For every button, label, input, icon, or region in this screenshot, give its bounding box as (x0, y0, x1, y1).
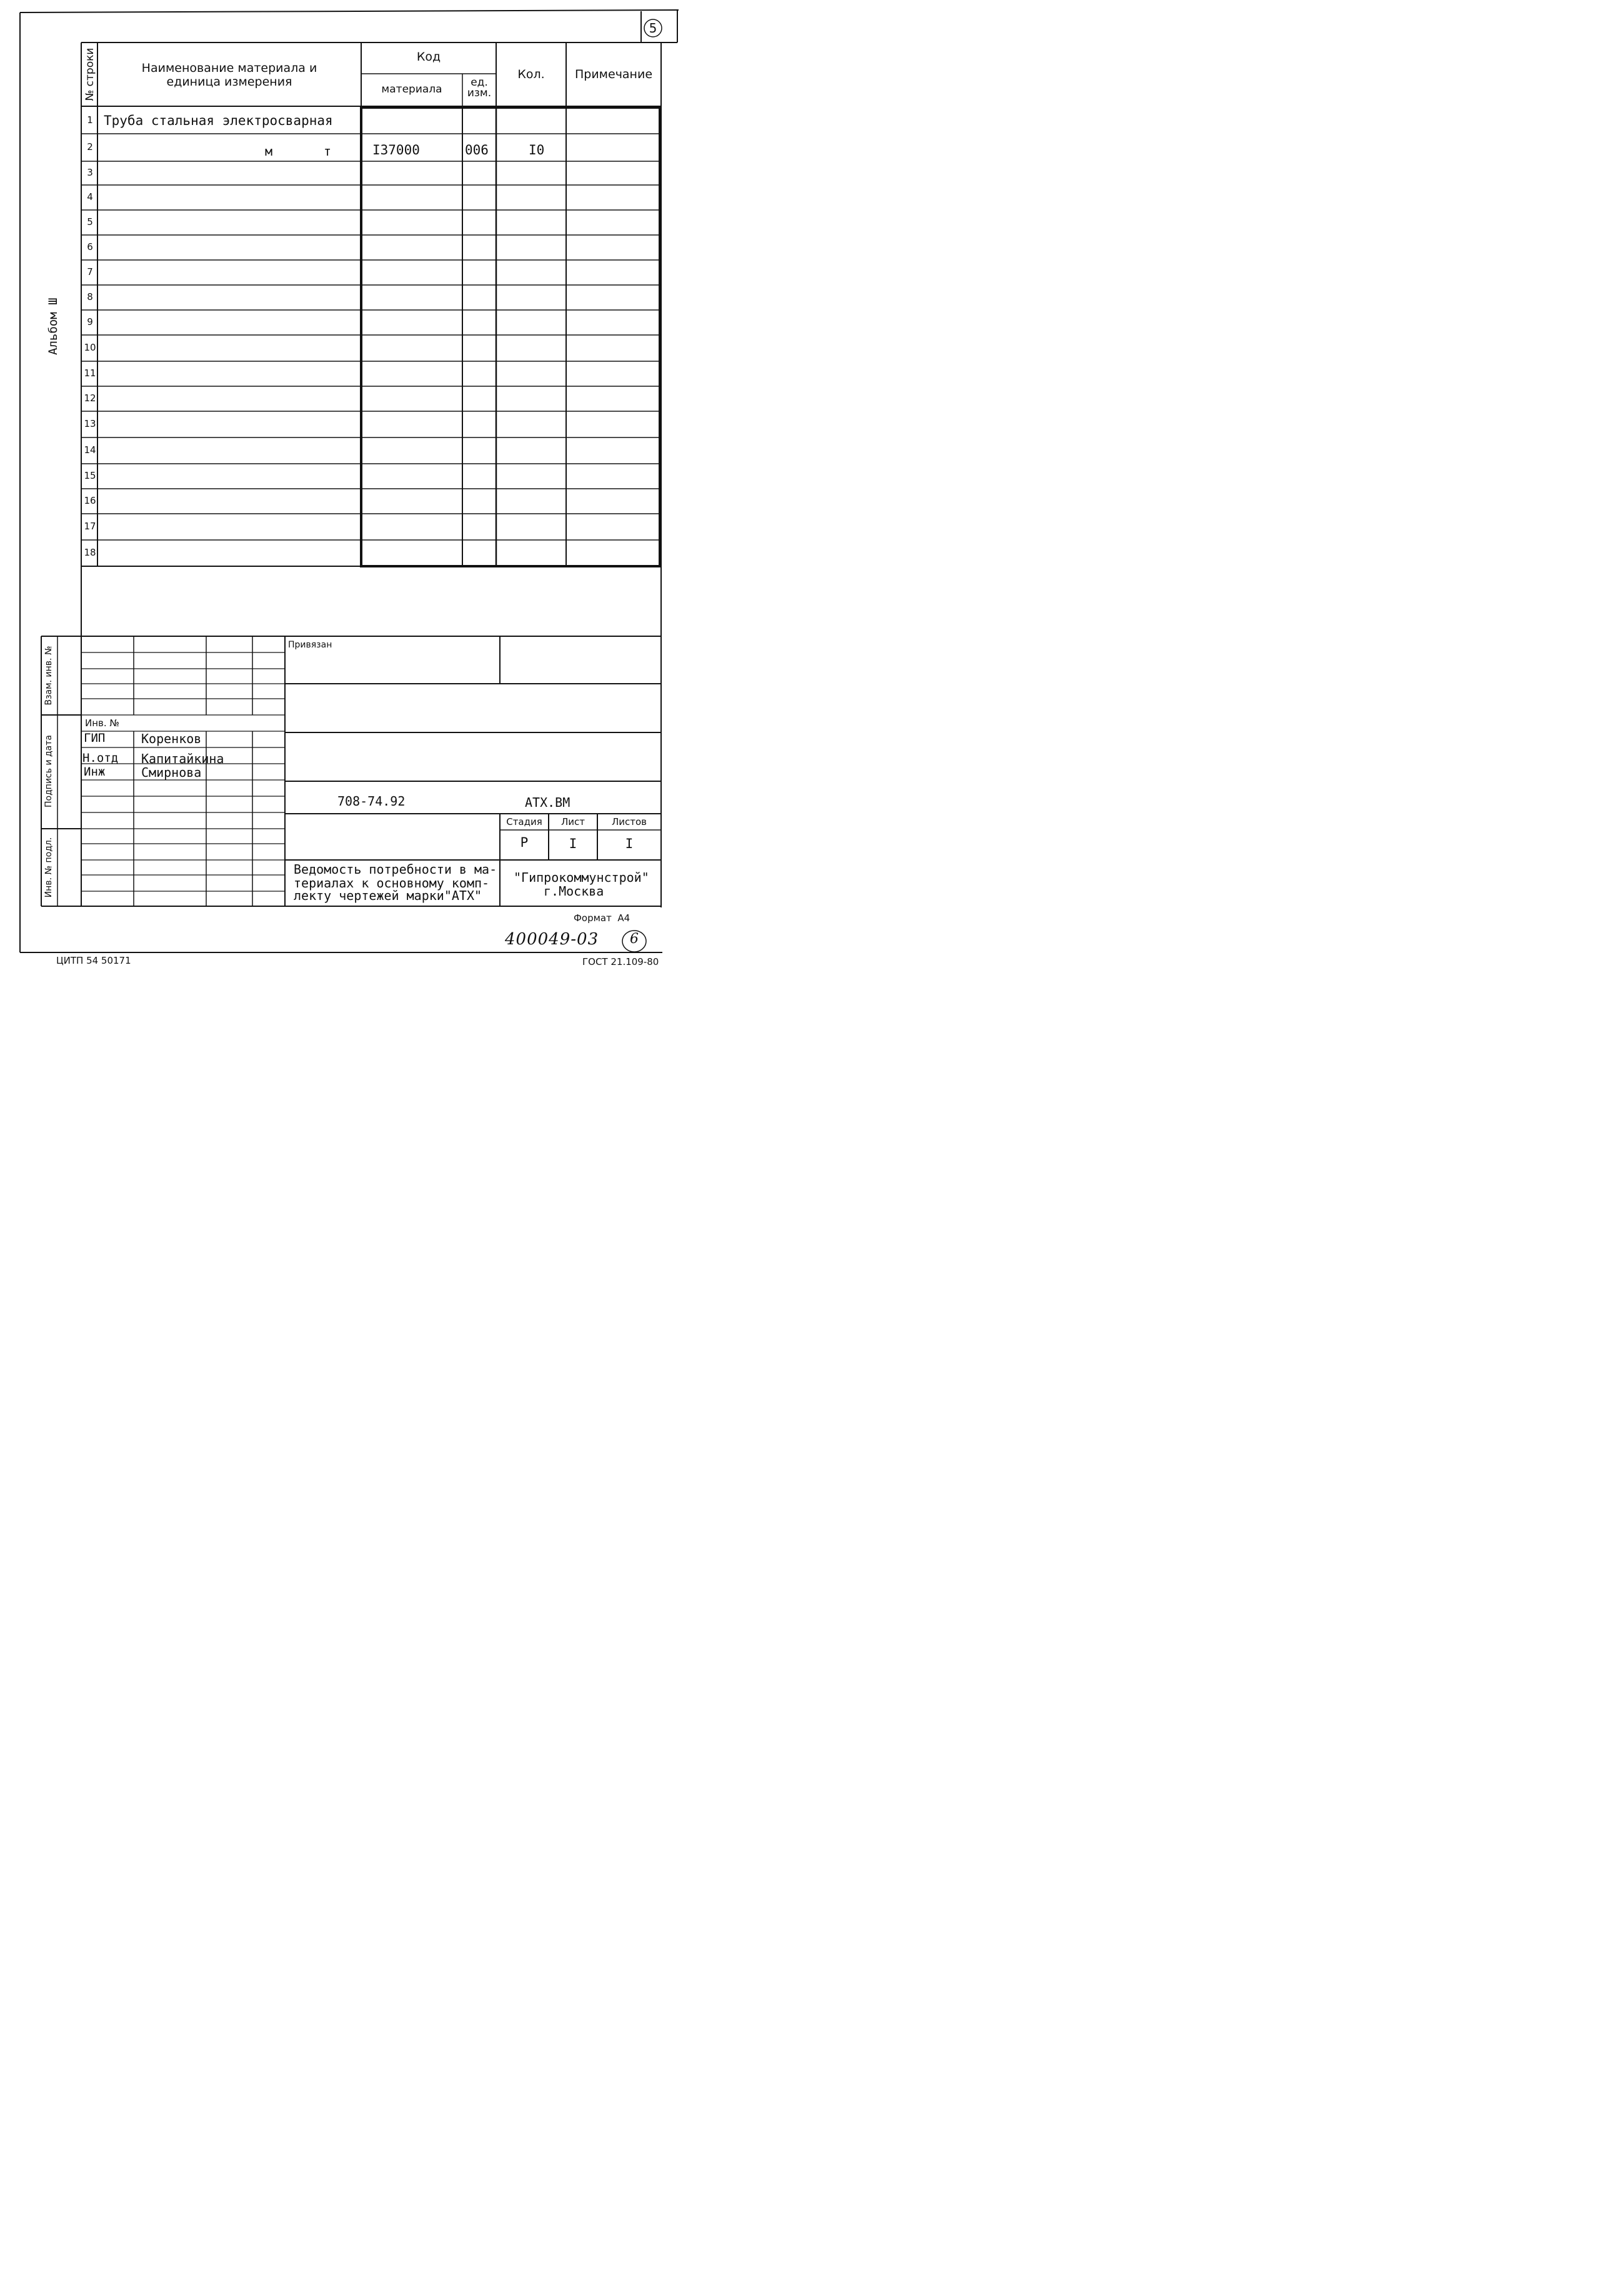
row2-unit-code: 006 (465, 142, 489, 157)
project-code: 708-74.92 (337, 794, 406, 809)
footer-left-code: ЦИТП 54 50171 (56, 955, 131, 966)
stage-value: Р (520, 835, 529, 850)
header-row-number: № строки (84, 47, 96, 101)
row-number: 11 (84, 367, 96, 379)
row-number: 17 (84, 521, 96, 532)
signer-name-korenkov: Коренков (141, 731, 202, 746)
row2-unit-t: т (324, 144, 332, 159)
row-number: 1 (87, 114, 93, 126)
row-number: 4 (87, 191, 93, 202)
row-number: 16 (84, 495, 96, 506)
row-number: 3 (87, 167, 93, 178)
handwritten-circled-number: 6 (630, 931, 639, 947)
stamp-vzam-inv: Взам. инв. № (44, 646, 54, 706)
doc-title-line-1: Ведомость потребности в ма- (294, 862, 497, 877)
privyazan-label: Привязан (288, 640, 332, 650)
doc-title-line-2: териалах к основному комп- (294, 876, 490, 891)
stamp-inv-podl: Инв. № подл. (44, 837, 54, 898)
row2-unit-m: м (265, 144, 273, 159)
header-note: Примечание (574, 67, 653, 81)
row-number: 15 (84, 470, 96, 481)
signer-role-inzh: Инж (84, 765, 106, 779)
row-number: 2 (87, 141, 93, 152)
sheet-number: 5 (649, 21, 657, 36)
row-number: 6 (87, 241, 93, 252)
format-label: Формат А4 (574, 912, 630, 924)
document-mark: АТХ.ВМ (525, 795, 570, 810)
header-material-name: Наименование материала и единица измерения (141, 61, 317, 89)
handwritten-number: 400049-03 (505, 930, 599, 949)
stage-label: Стадия (506, 816, 542, 827)
row-number: 7 (87, 266, 93, 277)
row-number: 5 (87, 216, 93, 227)
row2-material-code: I37000 (372, 142, 420, 157)
doc-title-line-3: лекту чертежей марки"АТХ" (294, 888, 482, 903)
row2-quantity: I0 (529, 142, 545, 157)
row-number: 18 (84, 547, 96, 558)
organization-city: г.Москва (544, 884, 604, 899)
header-code: Код (416, 50, 441, 64)
sheets-label: Листов (611, 816, 647, 827)
footer-gost: ГОСТ 21.109-80 (582, 956, 659, 967)
row-number: 12 (84, 392, 96, 404)
row-number: 14 (84, 444, 96, 456)
signer-role-gip: ГИП (84, 731, 106, 745)
inv-no-label: Инв. № (85, 717, 120, 729)
header-material-code: материала (381, 83, 442, 96)
row-number: 9 (87, 316, 93, 327)
header-quantity: Кол. (517, 67, 545, 81)
header-unit-code: ед. изм. (467, 76, 492, 99)
sheets-value: I (625, 836, 634, 851)
album-label: Альбом Ш (46, 297, 60, 355)
stamp-podpis-data: Подпись и дата (44, 735, 54, 807)
signer-role-n-otd: Н.отд (82, 751, 119, 765)
organization-name: "Гипрокоммунстрой" (514, 870, 649, 885)
row1-material-name: Труба стальная электросварная (104, 113, 333, 128)
row-number: 8 (87, 291, 93, 302)
sheet-label: Лист (560, 816, 585, 827)
signer-name-kapitaikina: Капитайкина (141, 751, 224, 766)
signer-name-smirnova: Смирнова (141, 765, 202, 780)
row-number: 13 (84, 418, 96, 429)
sheet-value: I (569, 836, 577, 851)
row-number: 10 (84, 342, 96, 353)
